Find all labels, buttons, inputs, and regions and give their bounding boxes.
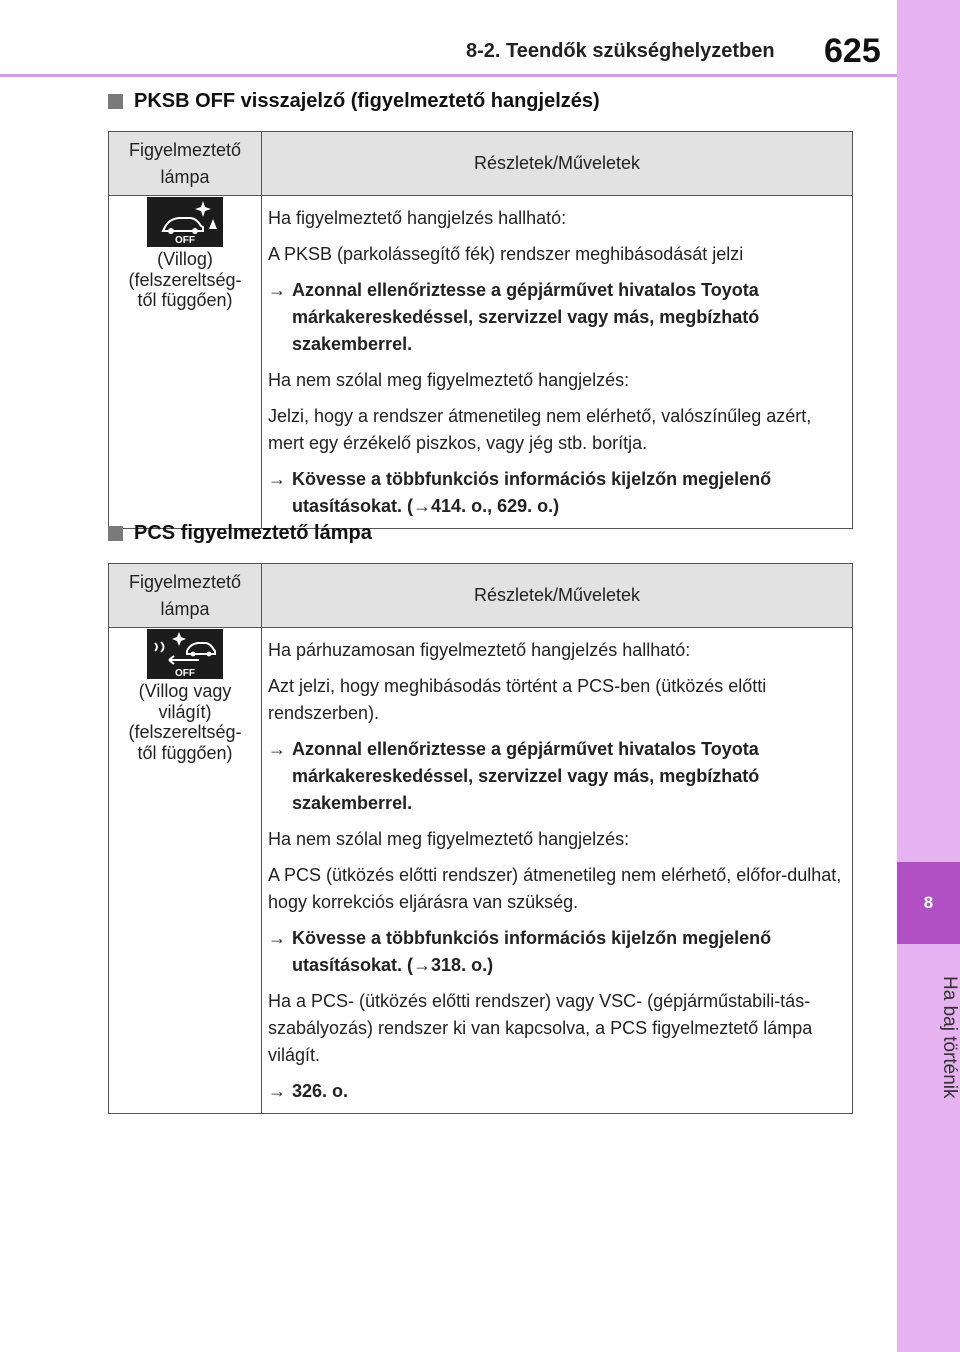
details-cell xyxy=(262,628,853,1114)
lamp-note-blink xyxy=(110,681,260,722)
action-text: Azonnal ellenőriztesse a gépjárművet hivatalos Toyota márkakereskedéssel, szervizzel vagy más, megbízható szakemberrel. xyxy=(292,280,760,354)
lamp-note-equipment-line1: (felszereltség- xyxy=(128,722,242,743)
icon-off-text: OFF xyxy=(175,668,195,679)
page-number: 625 xyxy=(824,32,881,70)
lamp-note-equipment xyxy=(110,270,260,311)
action-text: 326. o. xyxy=(292,1081,349,1101)
action-item xyxy=(268,1078,844,1105)
lamp-cell xyxy=(109,628,262,1114)
lamp-note-blink: (Villog) xyxy=(157,249,213,269)
lamp-cell xyxy=(109,196,262,529)
header-divider xyxy=(0,74,897,77)
running-header-title: 8-2. Teendők szükséghelyzetben xyxy=(466,40,775,62)
table-row xyxy=(109,628,853,1114)
pksb-warning-table xyxy=(108,131,853,529)
bullet-square-icon xyxy=(108,94,123,109)
arrow-icon: → xyxy=(268,739,286,759)
details-cell xyxy=(262,196,853,529)
column-header-lamp-line2: lámpa xyxy=(160,166,210,187)
lamp-note-equipment-line2: től függően) xyxy=(137,743,233,764)
detail-text: Jelzi, hogy a rendszer átmenetileg nem elérhető, valószínűleg azért, mert egy érzékelő piszkos, vagy jég stb. borítja. xyxy=(268,406,812,453)
table-row xyxy=(109,196,853,529)
action-text: Kövesse a többfunkciós információs kijelzőn megjelenő utasításokat. (→318. o.) xyxy=(292,928,772,975)
column-header-lamp xyxy=(109,564,262,628)
column-header-lamp-line1: Figyelmeztető xyxy=(128,572,242,593)
detail-text: Azt jelzi, hogy meghibásodás történt a PCS-ben (ütközés előtti rendszerben). xyxy=(268,676,767,723)
chapter-side-tab xyxy=(897,0,960,1352)
column-header-details: Részletek/Műveletek xyxy=(262,132,853,196)
arrow-icon: → xyxy=(268,928,286,948)
action-text: Kövesse a többfunkciós információs kijelzőn megjelenő utasításokat. (→414. o., 629. o.) xyxy=(292,469,772,516)
table-header-row xyxy=(109,132,853,196)
arrow-icon: → xyxy=(268,1081,286,1101)
action-text: Azonnal ellenőriztesse a gépjárművet hivatalos Toyota márkakereskedéssel, szervizzel vagy más, megbízható szakemberrel. xyxy=(292,739,760,813)
bullet-square-icon xyxy=(108,526,123,541)
detail-text: A PKSB (parkolássegítő fék) rendszer meghibásodását jelzi xyxy=(268,244,744,264)
detail-text: Ha a PCS- (ütközés előtti rendszer) vagy VSC- (gépjárműstabili-tás-szabályozás) rendszer ki van kapcsolva, a PCS figyelmeztető lámpa világít. xyxy=(268,991,813,1065)
detail-text: Ha nem szólal meg figyelmeztető hangjelzés: xyxy=(268,370,630,390)
action-item xyxy=(268,466,844,520)
table-header-row xyxy=(109,564,853,628)
detail-text: A PCS (ütközés előtti rendszer) átmenetileg nem elérhető, előfor-dulhat, hogy korrekciós eljárásra van szükség. xyxy=(268,865,842,912)
section-heading-text: PKSB OFF visszajelző (figyelmeztető hangjelzés) xyxy=(134,90,600,112)
arrow-icon: → xyxy=(268,469,286,489)
chapter-number-box: 8 xyxy=(897,862,960,944)
pksb-off-lamp-icon xyxy=(147,197,223,247)
chapter-label: Ha baj történik xyxy=(939,975,960,1099)
lamp-note-blink-line2: világít) xyxy=(158,701,212,722)
pcs-warning-table xyxy=(108,563,853,1114)
detail-text: Ha nem szólal meg figyelmeztető hangjelzés: xyxy=(268,829,630,849)
action-item xyxy=(268,277,844,358)
lamp-note-blink-line1: (Villog vagy xyxy=(138,681,232,701)
pcs-off-lamp-icon xyxy=(147,629,223,679)
column-header-lamp-line2: lámpa xyxy=(160,598,210,619)
lamp-note-equipment xyxy=(110,722,260,763)
section-heading-pcs xyxy=(108,522,372,545)
detail-text: Ha párhuzamosan figyelmeztető hangjelzés hallható: xyxy=(268,640,691,660)
lamp-note-equipment-line1: (felszereltség- xyxy=(128,269,242,290)
detail-text: Ha figyelmeztető hangjelzés hallható: xyxy=(268,208,567,228)
column-header-lamp-line1: Figyelmeztető xyxy=(128,140,242,161)
section-heading-pksb xyxy=(108,90,600,113)
icon-off-text: OFF xyxy=(175,235,195,246)
lamp-note-equipment-line2: től függően) xyxy=(137,290,233,311)
action-item xyxy=(268,925,844,979)
section-heading-text: PCS figyelmeztető lámpa xyxy=(134,522,372,544)
column-header-lamp xyxy=(109,132,262,196)
arrow-icon: → xyxy=(268,280,286,300)
column-header-details: Részletek/Műveletek xyxy=(262,564,853,628)
action-item xyxy=(268,736,844,817)
